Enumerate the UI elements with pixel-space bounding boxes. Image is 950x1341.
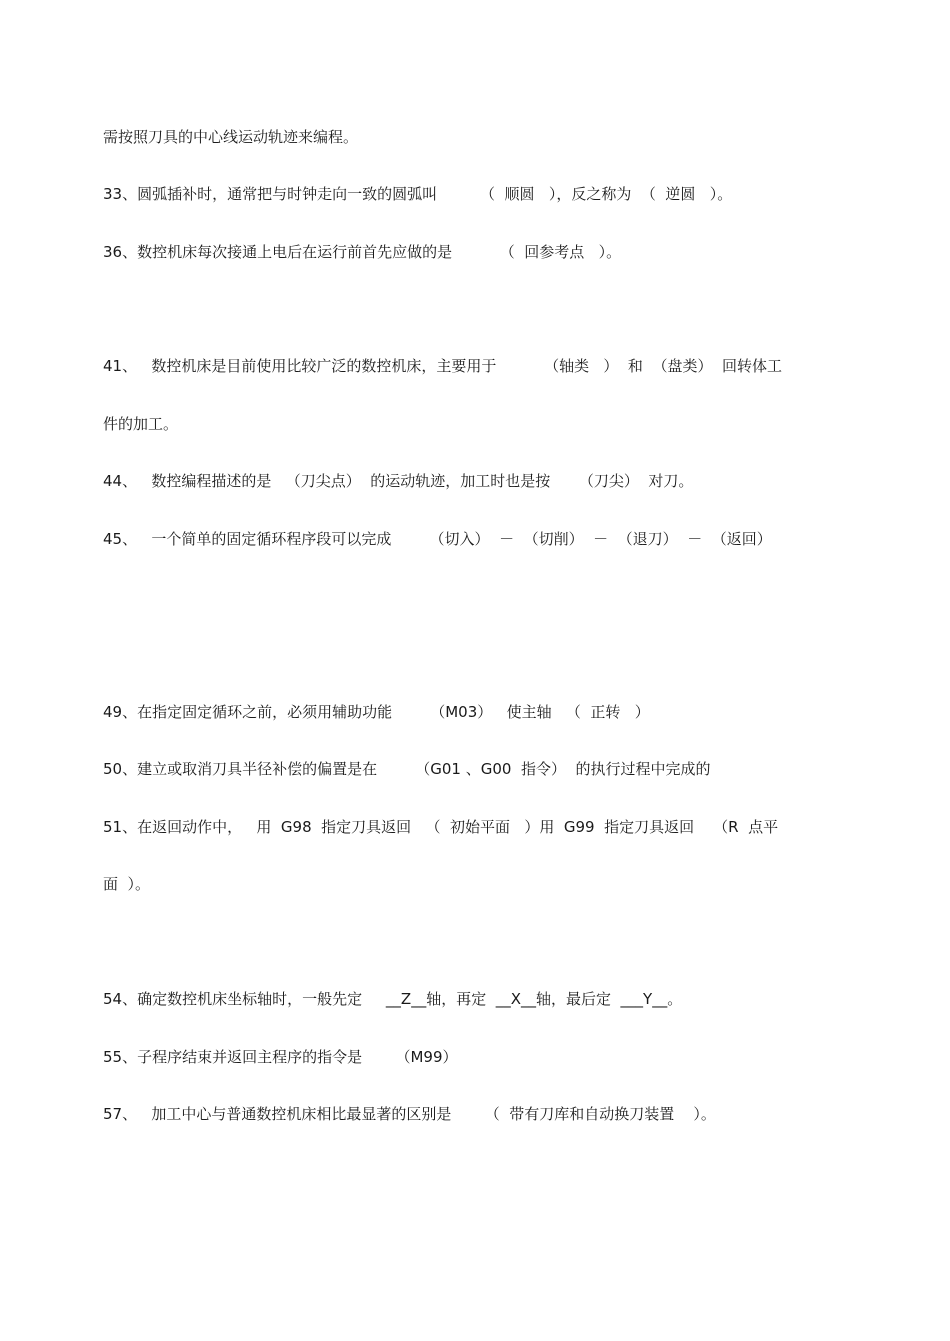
text-line-5: 件的加工。: [103, 415, 179, 433]
text-line-14: 57、 加工中心与普通数控机床相比最显著的区别是 （ 带有刀库和自动换刀装置 ）。: [103, 1105, 716, 1123]
text-line-10: 51、在返回动作中， 用 G98 指定刀具返回 （ 初始平面 ）用 G99 指定刀具返回 （R 点平: [103, 818, 779, 836]
text-line-13: 55、子程序结束并返回主程序的指令是 （M99）: [103, 1048, 458, 1066]
text-line-1: 需按照刀具的中心线运动轨迹来编程。: [103, 128, 359, 146]
text-line-2: 33、圆弧插补时，通常把与时钟走向一致的圆弧叫 （ 顺圆 ），反之称为 （ 逆圆 ）。: [103, 185, 733, 203]
text-line-11: 面 ）。: [103, 875, 151, 893]
text-line-7: 45、 一个简单的固定循环程序段可以完成 （切入） － （切削） － （退刀） － （返回）: [103, 530, 772, 548]
text-line-9: 50、建立或取消刀具半径补偿的偏置是在 （G01 、G00 指令） 的执行过程中完成的: [103, 760, 711, 778]
text-line-6: 44、 数控编程描述的是 （刀尖点） 的运动轨迹，加工时也是按 （刀尖） 对刀。: [103, 472, 694, 490]
text-line-4: 41、 数控机床是目前使用比较广泛的数控机床，主要用于 （轴类 ） 和 （盘类） 回转体工: [103, 357, 782, 375]
text-line-3: 36、数控机床每次接通上电后在运行前首先应做的是 （ 回参考点 ）。: [103, 243, 622, 261]
text-line-12: 54、确定数控机床坐标轴时，一般先定 __Z__轴，再定 __X__轴，最后定 ___Y__。: [103, 990, 683, 1008]
text-line-8: 49、在指定固定循环之前，必须用辅助功能 （M03） 使主轴 （ 正转 ）: [103, 703, 650, 721]
